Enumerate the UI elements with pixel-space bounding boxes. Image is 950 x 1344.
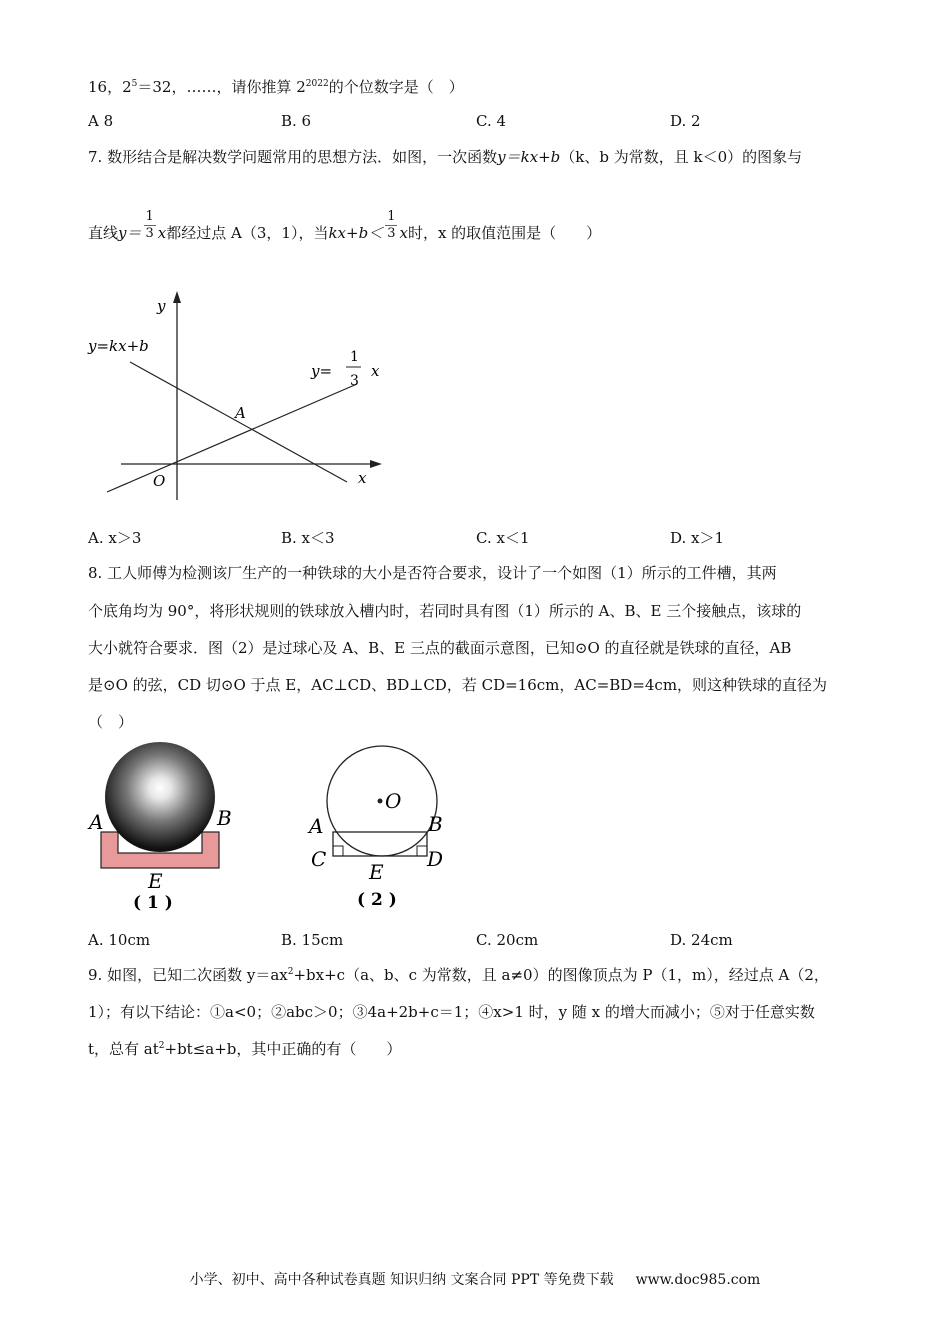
fig1-caption: ( 1 ) bbox=[133, 893, 173, 913]
q6-stem: 16，$2^5=32$，……，请你推算 $2^{2022}$的个位数字是（ ） bbox=[88, 78, 464, 96]
right-angle-c bbox=[333, 846, 343, 856]
q7-stem-line1: 7. 数形结合是解决数学问题常用的思想方法．如图，一次函数y＝kx+b（k、b 为常数，且 k＜0）的图象与 bbox=[88, 148, 803, 166]
q8-figure-1 bbox=[85, 738, 245, 916]
line-one-third-x bbox=[107, 384, 357, 492]
footer-text: 小学、初中、高中各种试卷真题 知识归纳 文案合同 PPT 等免费下载 bbox=[189, 1272, 614, 1288]
q8-option-c: C. 20cm bbox=[476, 931, 539, 949]
point-a-label: A bbox=[235, 404, 246, 422]
q6-option-b: B. 6 bbox=[281, 112, 312, 130]
fig1-label-b: B bbox=[217, 806, 232, 830]
q7-option-a: A. x＞3 bbox=[88, 529, 142, 547]
fig1-label-e: E bbox=[148, 869, 163, 893]
page-footer bbox=[0, 1269, 950, 1289]
fig2-label-o: O bbox=[385, 789, 402, 813]
q9-stem-line3: t，总有 $at^2+bt\le a+b$，其中正确的有（ ） bbox=[88, 1040, 402, 1058]
y-axis-label: y bbox=[157, 297, 166, 315]
center-point bbox=[378, 799, 383, 804]
fraction: $\frac{1}{3}$ bbox=[145, 208, 154, 241]
q7-function-graph bbox=[85, 285, 395, 505]
q7-option-c: C. x＜1 bbox=[476, 529, 530, 547]
q7-option-d: D. x＞1 bbox=[670, 529, 725, 547]
x-axis-label: x bbox=[358, 469, 367, 487]
q6-option-c: C. 4 bbox=[476, 112, 507, 130]
q8-option-a: A. 10cm bbox=[88, 931, 151, 949]
y-axis-arrow bbox=[173, 291, 181, 303]
line-label-kx-plus-b: y=kx+b bbox=[88, 337, 149, 355]
x-axis-arrow bbox=[370, 460, 382, 468]
fig2-label-b: B bbox=[428, 812, 443, 836]
fraction: $\frac{1}{3}$ bbox=[387, 208, 396, 241]
right-angle-d bbox=[417, 846, 427, 856]
q8-stem-line5: （ ） bbox=[88, 713, 134, 731]
q7-stem-line2: 直线y＝ $\frac{1}{3}$ x都经过点 A（3，1），当kx+b＜ $\frac{1}{3}$ x时，x 的取值范围是（ ） bbox=[88, 208, 602, 242]
q6-option-d: D. 2 bbox=[670, 112, 701, 130]
line-label-variable: x bbox=[371, 362, 380, 380]
fig2-label-c: C bbox=[311, 847, 327, 871]
fig2-caption: ( 2 ) bbox=[357, 890, 397, 910]
fig2-label-d: D bbox=[427, 847, 444, 871]
fig1-label-a: A bbox=[89, 810, 104, 834]
line-label-one-third-prefix: y= bbox=[311, 362, 333, 380]
iron-ball bbox=[105, 742, 215, 852]
q8-stem-line1: 8. 工人师傅为检测该厂生产的一种铁球的大小是否符合要求，设计了一个如图（1）所示的工件槽，其两 bbox=[88, 564, 777, 582]
fig2-label-e: E bbox=[369, 860, 384, 884]
q8-stem-line3: 大小就符合要求．图（2）是过球心及 A、B、E 三点的截面示意图，已知⊙O 的直径就是铁球的直径，AB bbox=[88, 639, 792, 657]
q6-option-a: A 8 bbox=[88, 112, 114, 130]
q7-option-b: B. x＜3 bbox=[281, 529, 335, 547]
q8-option-d: D. 24cm bbox=[670, 931, 733, 949]
q8-figure-2 bbox=[305, 738, 455, 916]
footer-url: www.doc985.com bbox=[635, 1272, 761, 1288]
fig2-label-a: A bbox=[309, 814, 324, 838]
q9-stem-line2: 1）；有以下结论：①a<0；②abc＞0；③4a+2b+c＝1；④x>1 时，y 随 x 的增大而减小；⑤对于任意实数 bbox=[88, 1003, 815, 1021]
q9-stem-line1: 9. 如图，已知二次函数 $y=ax^2+bx+c(a$、b、c 为常数，且 a≠0）的图像顶点为 P（1，m），经过点 A（2， bbox=[88, 966, 829, 984]
q8-option-b: B. 15cm bbox=[281, 931, 344, 949]
line-label-denominator: 3 bbox=[350, 373, 359, 389]
q8-stem-line4: 是⊙O 的弦，CD 切⊙O 于点 E，AC⊥CD、BD⊥CD，若 CD=16cm，AC=BD=4cm，则这种铁球的直径为 bbox=[88, 676, 828, 694]
origin-label: O bbox=[153, 472, 166, 490]
line-label-numerator: 1 bbox=[350, 349, 359, 365]
q8-stem-line2: 个底角均为 90°，将形状规则的铁球放入槽内时，若同时具有图（1）所示的 A、B、E 三个接触点，该球的 bbox=[88, 602, 802, 620]
